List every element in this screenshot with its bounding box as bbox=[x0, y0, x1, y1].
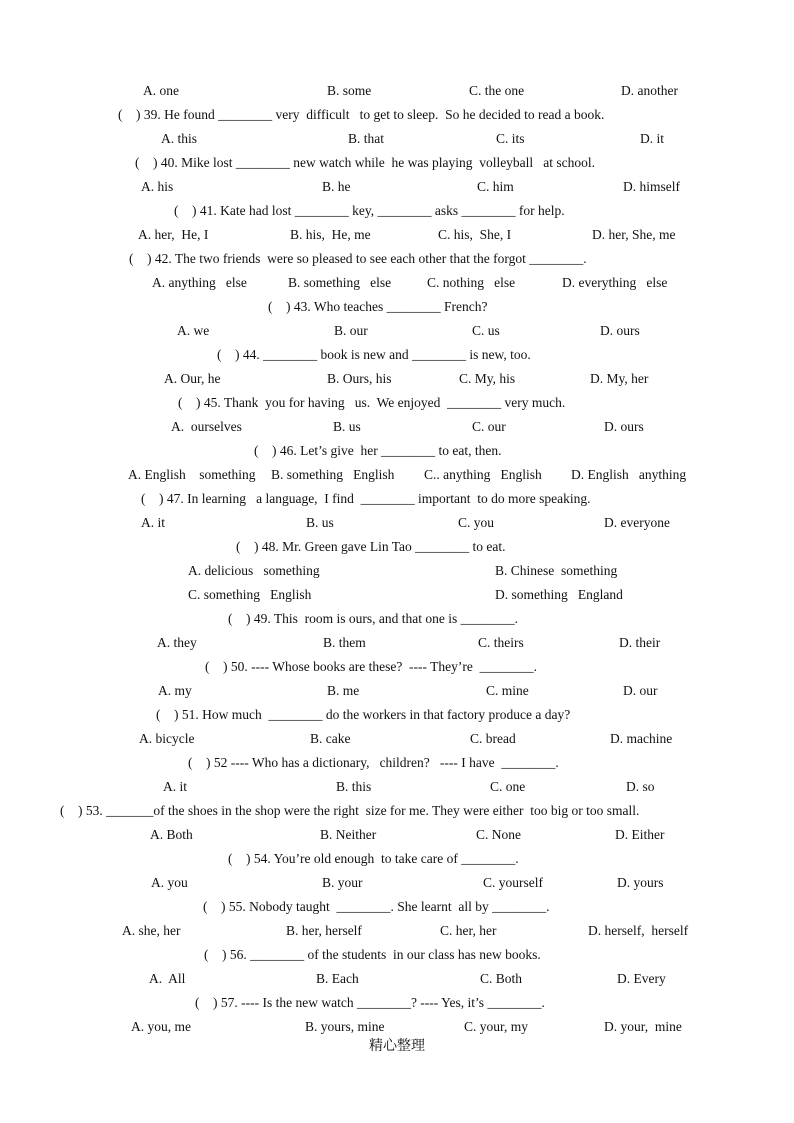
answer-option: D. Either bbox=[615, 827, 665, 842]
answer-option: A. All bbox=[149, 971, 186, 986]
answer-option: D. English anything bbox=[571, 467, 687, 482]
answer-option: A. she, her bbox=[122, 923, 181, 938]
answer-option: A. his bbox=[141, 179, 174, 194]
answer-option: A. it bbox=[141, 515, 166, 530]
answer-option: B. his, He, me bbox=[290, 227, 371, 242]
answer-option: C. your, my bbox=[464, 1019, 528, 1034]
answer-option: B. her, herself bbox=[286, 923, 362, 938]
answer-option: C. bread bbox=[470, 731, 516, 746]
answer-option: C. her, her bbox=[440, 923, 497, 938]
answer-option: B. this bbox=[336, 779, 372, 794]
answer-option: D. machine bbox=[610, 731, 673, 746]
answer-option: B. some bbox=[327, 83, 372, 98]
question-stem: ( ) 49. This room is ours, and that one is ________. bbox=[228, 611, 518, 626]
answer-option: B. Chinese something bbox=[495, 563, 618, 578]
question-stem: ( ) 39. He found ________ very difficult to get to sleep. So he decided to read a book. bbox=[118, 107, 605, 122]
answer-option: C. yourself bbox=[483, 875, 543, 890]
answer-option: B. yours, mine bbox=[305, 1019, 385, 1034]
answer-option: B. that bbox=[348, 131, 384, 146]
question-stem: ( ) 40. Mike lost ________ new watch while he was playing volleyball at school. bbox=[135, 155, 596, 170]
answer-option: A. it bbox=[163, 779, 188, 794]
question-stem: ( ) 51. How much ________ do the workers in that factory produce a day? bbox=[156, 707, 571, 722]
answer-option: D. something England bbox=[495, 587, 623, 602]
answer-option: B. our bbox=[334, 323, 368, 338]
answer-option: C. My, his bbox=[459, 371, 516, 386]
answer-option: A. bicycle bbox=[139, 731, 195, 746]
answer-option: C. our bbox=[472, 419, 506, 434]
answer-option: D. our bbox=[623, 683, 658, 698]
answer-option: B. your bbox=[322, 875, 363, 890]
answer-option: B. something English bbox=[271, 467, 395, 482]
answer-option: C. Both bbox=[480, 971, 523, 986]
page-footer: 精心整理 bbox=[369, 1038, 425, 1054]
question-stem: ( ) 55. Nobody taught ________. She learnt all by ________. bbox=[203, 899, 550, 914]
answer-option: D. everyone bbox=[604, 515, 670, 530]
answer-option: A. Our, he bbox=[164, 371, 221, 386]
answer-option: D. it bbox=[640, 131, 665, 146]
question-stem: ( ) 54. You’re old enough to take care of ________. bbox=[228, 851, 519, 866]
answer-option: D. so bbox=[626, 779, 655, 794]
answer-option: B. Ours, his bbox=[327, 371, 392, 386]
answer-option: B. he bbox=[322, 179, 351, 194]
answer-option: B. something else bbox=[288, 275, 392, 290]
question-stem: ( ) 47. In learning a language, I find ________ important to do more speaking. bbox=[141, 491, 591, 506]
answer-option: C. us bbox=[472, 323, 500, 338]
answer-option: C. None bbox=[476, 827, 521, 842]
answer-option: B. me bbox=[327, 683, 360, 698]
question-stem: ( ) 53. _______of the shoes in the shop were the right size for me. They were either too big or too small. bbox=[60, 803, 640, 818]
question-stem: ( ) 52 ---- Who has a dictionary, children? ---- I have ________. bbox=[188, 755, 559, 770]
answer-option: C. the one bbox=[469, 83, 525, 98]
question-stem: ( ) 44. ________ book is new and ________ is new, too. bbox=[217, 347, 531, 362]
question-stem: ( ) 46. Let’s give her ________ to eat, then. bbox=[254, 443, 502, 458]
answer-option: D. himself bbox=[623, 179, 680, 194]
answer-option: B. cake bbox=[310, 731, 351, 746]
answer-option: D. Every bbox=[617, 971, 666, 986]
answer-option: A. Both bbox=[150, 827, 193, 842]
answer-option: D. herself, herself bbox=[588, 923, 689, 938]
answer-option: A. her, He, I bbox=[138, 227, 209, 242]
question-stem: ( ) 42. The two friends were so pleased to see each other that the forgot ________. bbox=[129, 251, 587, 266]
question-stem: ( ) 43. Who teaches ________ French? bbox=[268, 299, 488, 314]
answer-option: A. one bbox=[143, 83, 179, 98]
answer-option: D. My, her bbox=[590, 371, 649, 386]
answer-option: A. my bbox=[158, 683, 192, 698]
question-stem: ( ) 57. ---- Is the new watch ________? ---- Yes, it’s ________. bbox=[195, 995, 545, 1010]
answer-option: B. Neither bbox=[320, 827, 377, 842]
answer-option: A. this bbox=[161, 131, 198, 146]
answer-option: D. her, She, me bbox=[592, 227, 676, 242]
answer-option: A. ourselves bbox=[171, 419, 242, 434]
answer-option: A. delicious something bbox=[188, 563, 320, 578]
answer-option: A. English something bbox=[128, 467, 256, 482]
answer-option: C.. anything English bbox=[424, 467, 542, 482]
answer-option: B. Each bbox=[316, 971, 359, 986]
answer-option: D. everything else bbox=[562, 275, 668, 290]
answer-option: C. one bbox=[490, 779, 526, 794]
answer-option: C. theirs bbox=[478, 635, 524, 650]
answer-option: A. you bbox=[151, 875, 188, 890]
answer-option: D. yours bbox=[617, 875, 664, 890]
answer-option: D. their bbox=[619, 635, 661, 650]
question-stem: ( ) 41. Kate had lost ________ key, ________ asks ________ for help. bbox=[174, 203, 565, 218]
answer-option: D. ours bbox=[604, 419, 644, 434]
answer-option: B. us bbox=[306, 515, 334, 530]
answer-option: B. us bbox=[333, 419, 361, 434]
answer-option: A. they bbox=[157, 635, 197, 650]
answer-option: D. another bbox=[621, 83, 678, 98]
answer-option: C. its bbox=[496, 131, 525, 146]
answer-option: B. them bbox=[323, 635, 366, 650]
answer-option: D. ours bbox=[600, 323, 640, 338]
question-stem: ( ) 56. ________ of the students in our class has new books. bbox=[204, 947, 541, 962]
answer-option: A. we bbox=[177, 323, 210, 338]
answer-option: A. you, me bbox=[131, 1019, 191, 1034]
question-stem: ( ) 45. Thank you for having us. We enjoyed ________ very much. bbox=[178, 395, 566, 410]
answer-option: C. something English bbox=[188, 587, 312, 602]
answer-option: D. your, mine bbox=[604, 1019, 682, 1034]
answer-option: C. nothing else bbox=[427, 275, 516, 290]
answer-option: C. his, She, I bbox=[438, 227, 512, 242]
question-stem: ( ) 50. ---- Whose books are these? ---- They’re ________. bbox=[205, 659, 538, 674]
answer-option: C. you bbox=[458, 515, 495, 530]
question-stem: ( ) 48. Mr. Green gave Lin Tao ________ to eat. bbox=[236, 539, 506, 554]
answer-option: A. anything else bbox=[152, 275, 247, 290]
answer-option: C. him bbox=[477, 179, 514, 194]
answer-option: C. mine bbox=[486, 683, 529, 698]
